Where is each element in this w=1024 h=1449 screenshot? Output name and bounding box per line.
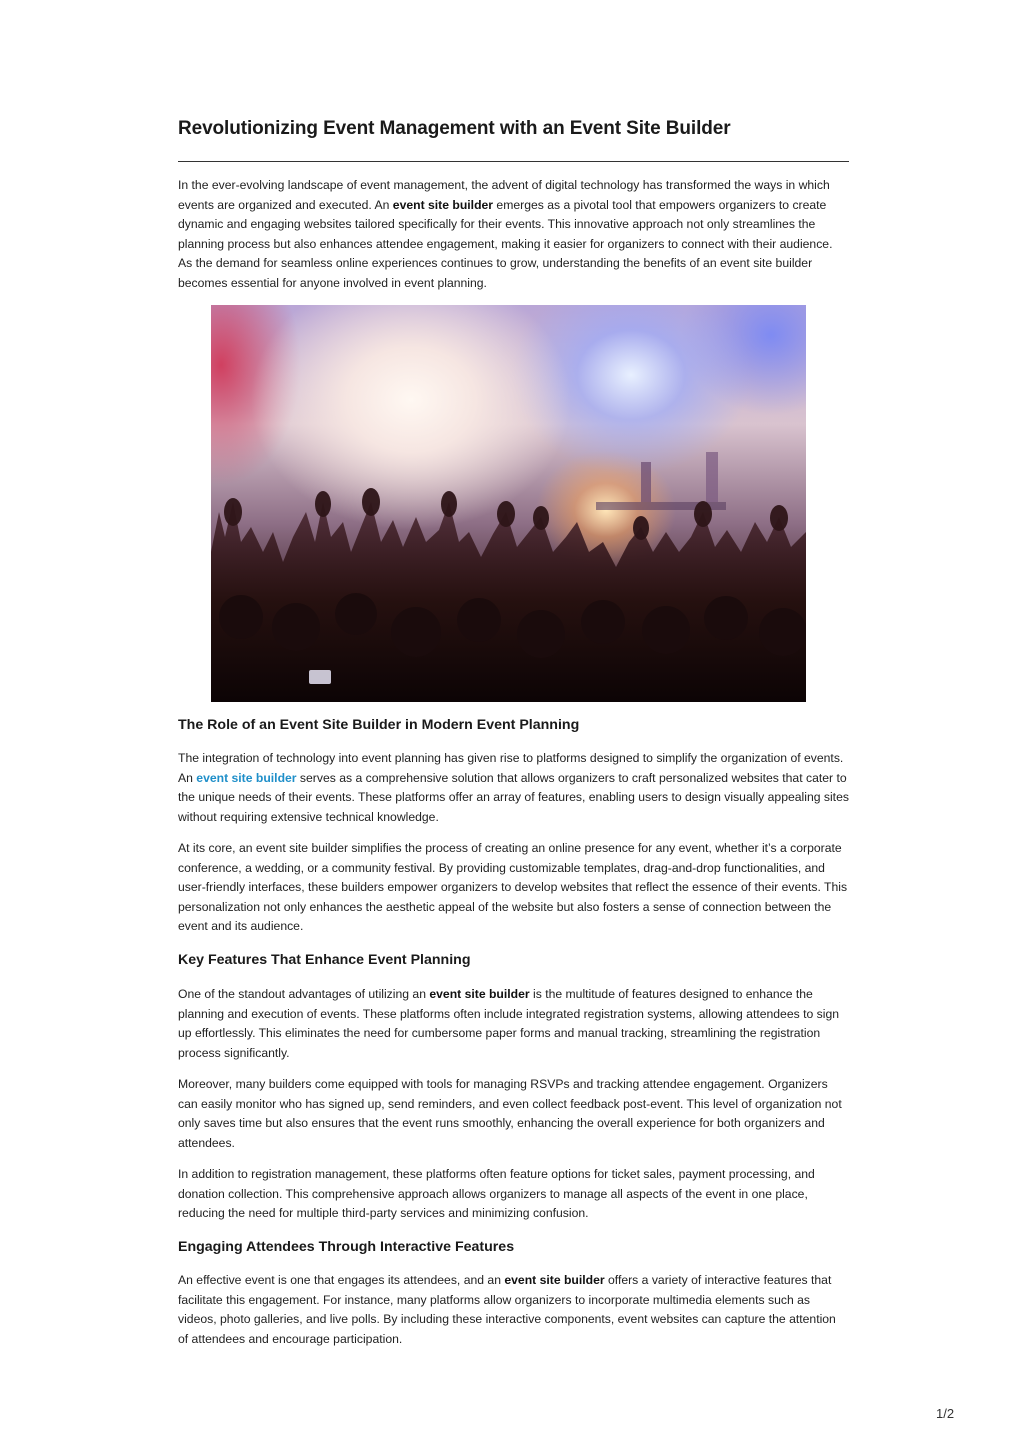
role-text-b: serves as a comprehensive solution that allows organizers to craft personalized websites that cater to the unique needs of their events. These platforms offer an array of features, enabling users to design visually appealing sites without requiring extensive technical knowledge. xyxy=(178,770,849,824)
concert-crowd-image xyxy=(211,305,806,702)
features-paragraph-3: In addition to registration management, these platforms often feature options for ticket sales, payment processing, and donation collection. This comprehensive approach allows organizers to manage all aspects of the event in one place, reducing the need for multiple third-party services and minimizing confusion. xyxy=(178,1167,815,1220)
intro-bold-term: event site builder xyxy=(392,197,494,212)
event-site-builder-link[interactable]: event site builder xyxy=(196,770,297,785)
intro-text-a: In the ever-evolving landscape of event management, the advent of digital technology has transformed the ways in which events are organized and executed. An xyxy=(178,178,830,212)
features-paragraph-1 xyxy=(178,985,849,1063)
features-bold-term: event site builder xyxy=(429,987,530,1001)
intro-paragraph xyxy=(178,176,849,293)
page-number: 1/2 xyxy=(936,1406,955,1421)
section-heading-features: Key Features That Enhance Event Planning xyxy=(178,952,471,968)
role-paragraph-2: At its core, an event site builder simplifies the process of creating an online presence for any event, whether it’s a corporate conference, a wedding, or a community festival. By providing customizable templates, drag-and-drop functionalities, and user-friendly interfaces, these builders empower organizers to develop websites that reflect the essence of their events. This personalization not only enhances the aesthetic appeal of the website but also fosters a sense of connection between the event and its audience. xyxy=(178,841,848,933)
engaging-paragraph-1 xyxy=(178,1271,849,1349)
title-divider xyxy=(178,161,849,162)
engaging-text-b: offers a variety of interactive features that facilitate this engagement. For instance, many platforms allow organizers to incorporate multimedia elements such as videos, photo galleries, and live polls. By including these interactive components, event websites can capture the attention of attendees and encourage participation. xyxy=(178,1273,836,1346)
features-text-a: One of the standout advantages of utilizing an xyxy=(178,987,430,1001)
role-paragraph-1 xyxy=(178,749,849,827)
page-title: Revolutionizing Event Management with an Event Site Builder xyxy=(178,118,731,139)
section-heading-role: The Role of an Event Site Builder in Modern Event Planning xyxy=(178,717,580,733)
section-heading-engaging: Engaging Attendees Through Interactive Features xyxy=(178,1239,515,1255)
role-text-a: The integration of technology into event planning has given rise to platforms designed to simplify the organization of events. An xyxy=(178,751,844,785)
engaging-bold-term: event site builder xyxy=(504,1273,605,1287)
features-paragraph-2: Moreover, many builders come equipped with tools for managing RSVPs and tracking attendee engagement. Organizers can easily monitor who has signed up, send reminders, and even collect feedback post-event. This level of organization not only saves time but also ensures that the event runs smoothly, enhancing the overall experience for both organizers and attendees. xyxy=(178,1077,842,1150)
features-text-b: is the multitude of features designed to enhance the planning and execution of events. These platforms often include integrated registration systems, allowing attendees to sign up effortlessly. This eliminates the need for cumbersome paper forms and manual tracking, streamlining the registration process significantly. xyxy=(178,987,840,1060)
crowd-silhouette xyxy=(211,442,806,702)
intro-text-b: emerges as a pivotal tool that empowers organizers to create dynamic and engaging websites tailored specifically for their events. This innovative approach not only streamlines the planning process but also enhances attendee engagement, making it easier for organizers to connect with their audience. As the demand for seamless online experiences continues to grow, understanding the benefits of an event site builder becomes essential for anyone involved in event planning. xyxy=(178,197,833,290)
engaging-text-a: An effective event is one that engages its attendees, and an xyxy=(178,1273,505,1287)
